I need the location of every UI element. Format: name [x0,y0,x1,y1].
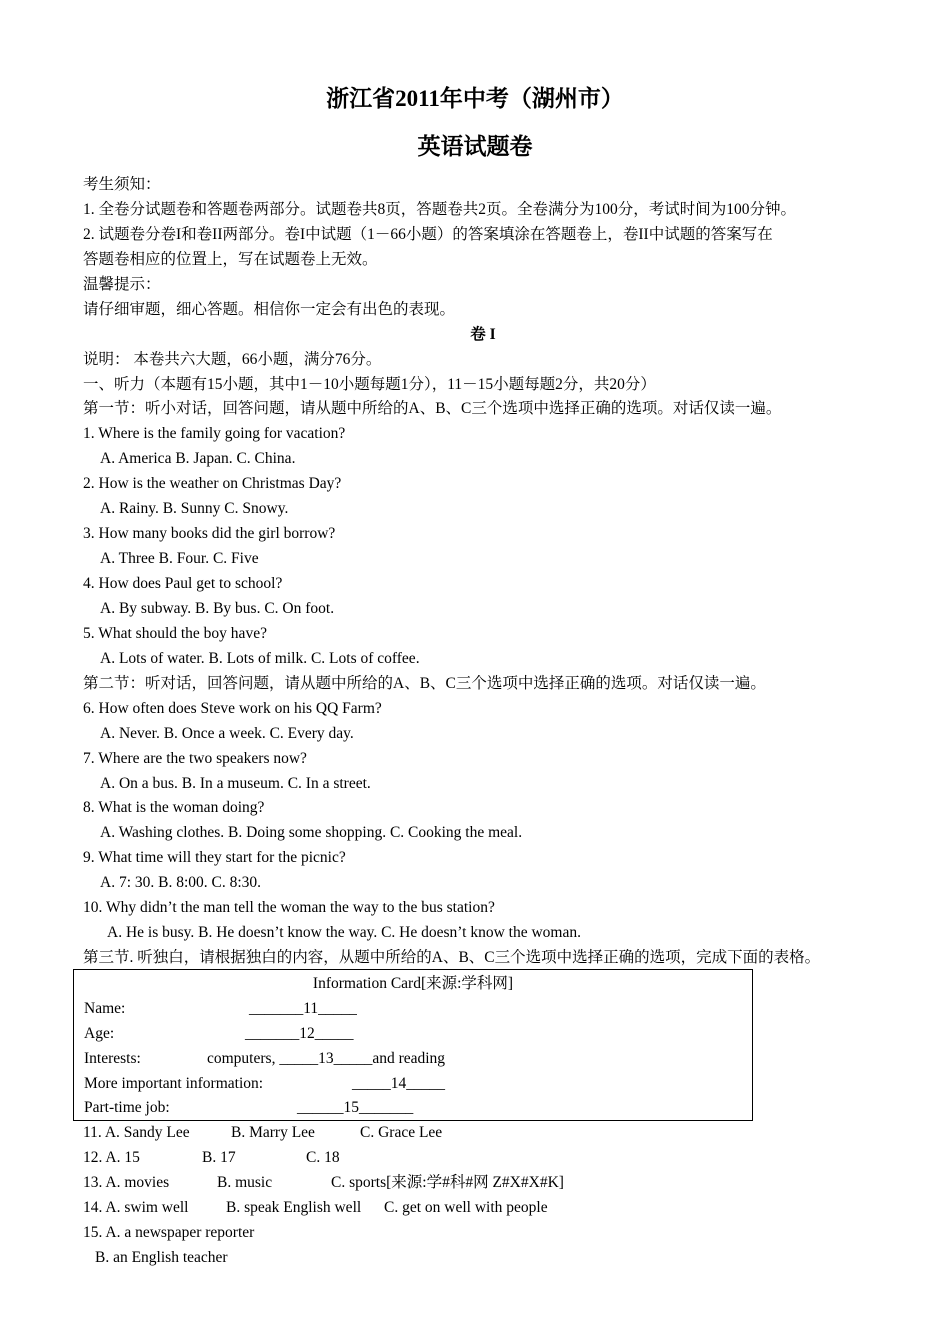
card-row-name [84,997,744,1022]
question-4-options: A. By subway. B. By bus. C. On foot. [100,599,335,617]
card-row-age [84,1022,744,1047]
notice-heading: 考生须知： [83,176,161,193]
question-1-options: A. America B. Japan. C. China. [100,450,296,468]
question-3-options: A. Three B. Four. C. Five [100,550,259,568]
section1-instructions: 第一节：听小对话，回答问题，请从题中所给的A、B、C三个选项中选择正确的选项。对话仅读一遍。 [83,400,782,418]
explain-text: 说明： 本卷共六大题，66小题，满分76分。 [83,350,382,368]
card-row-job [84,1096,744,1121]
card-interests-blank: computers, _____13_____and reading [207,1050,446,1067]
question-10-options: A. He is busy. B. He doesn’t know the way. C. He doesn’t know the woman. [107,924,581,942]
question-8-options: A. Washing clothes. B. Doing some shopping. C. Cooking the meal. [100,824,523,842]
section2-instructions: 第二节：听对话，回答问题，请从题中所给的A、B、C三个选项中选择正确的选项。对话仅读一遍。 [83,674,766,692]
notice-item: 1. 全卷分试题卷和答题卷两部分。试题卷共8页，答题卷共2页。全卷满分为100分，考试时间为100分钟。 [83,200,797,218]
question-3: 3. How many books did the girl borrow? [83,525,336,543]
question-10: 10. Why didn’t the man tell the woman the way to the bus station? [83,899,495,917]
section3-instructions: 第三节. 听独白，请根据独白的内容，从题中所给的A、B、C三个选项中选择正确的选项，完成下面的表格。 [83,949,821,967]
question-2: 2. How is the weather on Christmas Day? [83,475,342,493]
card-row-more [84,1072,744,1097]
question-4: 4. How does Paul get to school? [83,575,283,592]
notice-item: 答题卷相应的位置上，写在试题卷上无效。 [83,250,378,268]
question-9-options: A. 7: 30. B. 8:00. C. 8:30. [100,874,262,892]
card-job-label: Part-time job: [84,1099,170,1116]
page-subtitle: 英语试题卷 [417,134,533,159]
card-interests-label: Interests: [84,1050,141,1067]
choice-15-a: 15. A. a newspaper reporter [83,1224,255,1241]
choice-11-a: 11. A. Sandy Lee [83,1124,190,1141]
choice-12-b: B. 17 [202,1149,236,1166]
question-1: 1. Where is the family going for vacation? [83,425,346,443]
choice-13-a: 13. A. movies [83,1174,170,1191]
card-title: Information Card[来源:学科网] [312,975,514,992]
card-more-label: More important information: [84,1075,264,1092]
card-age-label: Age: [84,1025,115,1042]
notice-item: 2. 试题卷分卷I和卷II两部分。卷I中试题（1－66小题）的答案填涂在答题卷上，卷II中试题的答案写在 [83,225,773,243]
choice-14-c: C. get on well with people [384,1199,548,1216]
choice-14-b: B. speak English well [226,1199,362,1216]
information-card [73,969,753,1121]
volume-label: 卷 I [470,325,496,343]
choice-12-a: 12. A. 15 [83,1149,140,1166]
choice-14-a: 14. A. swim well [83,1199,189,1216]
choice-13-b: B. music [217,1174,273,1191]
part1-heading: 一、听力（本题有15小题，其中1－10小题每题1分），11－15小题每题2分，共20分） [83,375,656,393]
question-6-options: A. Never. B. Once a week. C. Every day. [100,724,354,742]
choice-15-b: B. an English teacher [95,1249,228,1266]
exam-body [83,173,883,971]
question-5: 5. What should the boy have? [83,624,267,642]
card-job-blank: ______15_______ [297,1099,414,1116]
card-age-blank: _______12_____ [245,1025,354,1042]
card-row-interests [84,1047,744,1072]
choice-12-c: C. 18 [306,1149,340,1166]
page-title: 浙江省2011年中考（湖州市） [326,86,624,111]
question-6: 6. How often does Steve work on his QQ Farm? [83,699,382,717]
question-9: 9. What time will they start for the picnic? [83,849,346,867]
question-7-options: A. On a bus. B. In a museum. C. In a street. [100,774,371,792]
question-5-options: A. Lots of water. B. Lots of milk. C. Lots of coffee. [100,649,420,667]
question-7: 7. Where are the two speakers now? [83,749,307,767]
choice-11-c: C. Grace Lee [360,1124,443,1141]
choice-11-b: B. Marry Lee [231,1124,315,1141]
choice-13-c: C. sports[来源:学#科#网 Z#X#X#K] [331,1174,564,1191]
card-more-blank: _____14_____ [352,1075,445,1092]
tip-heading: 温馨提示： [83,275,161,293]
tip-text: 请仔细审题，细心答题。相信你一定会有出色的表现。 [83,300,456,318]
question-2-options: A. Rainy. B. Sunny C. Snowy. [100,500,289,518]
question-8: 8. What is the woman doing? [83,799,265,817]
card-name-blank: _______11_____ [249,1000,357,1017]
card-name-label: Name: [84,1000,126,1017]
